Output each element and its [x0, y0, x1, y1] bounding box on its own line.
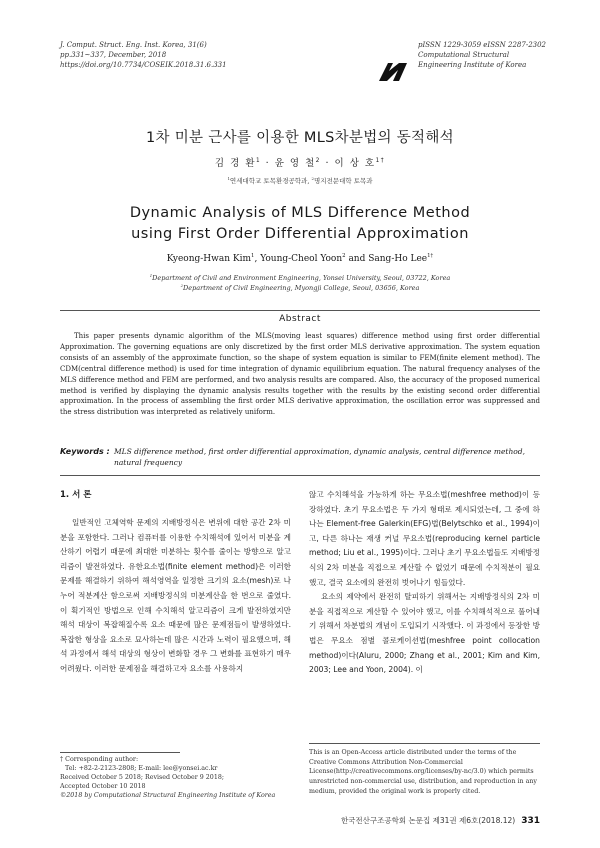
body-column-left — [60, 516, 291, 677]
doi-link[interactable]: https://doi.org/10.7734/COSEIK.2018.31.6.331 — [60, 61, 227, 69]
affiliation-line: 연세대학교 토목환경공학과, — [229, 177, 310, 185]
author-sup: 1† — [375, 157, 386, 164]
author-name: Young-Cheol Yoon — [260, 254, 343, 264]
keywords-text: MLS difference method, first order differential approximation, dynamic analysis, central difference method, natural frequency — [114, 447, 525, 467]
affiliation-line: Department of Civil and Environment Engineering, Yonsei University, Seoul, 03722, Korea — [152, 274, 451, 282]
author-name: Sang-Ho Lee — [368, 254, 428, 264]
authors-korean: 김 경 환$^1$ · 윤 영 철$^2$ · 이 상 호$^{1\dagger}$ — [214, 157, 386, 169]
section-heading: 1. 서 론 — [60, 490, 92, 500]
page-number: 331 — [521, 816, 540, 826]
footnote-line: † Corresponding author: — [60, 756, 139, 763]
footnote-line: ©2018 by Computational Structural Engineering Institute of Korea — [60, 792, 276, 800]
divider — [309, 743, 540, 744]
body-column-right — [309, 488, 540, 678]
title-english — [0, 203, 600, 245]
affiliation-english: $^1$Department of Civil and Environment Engineering, Yonsei University, Seoul, 03722, Korea $^2$Department of Civil Engineering, Myongji College, Seoul, 03656, Korea — [149, 272, 451, 292]
author-name: Kyeong-Hwan Kim — [166, 254, 252, 264]
page-footer — [0, 815, 540, 826]
corresponding-author-note — [60, 755, 291, 800]
title-line: using First Order Differential Approximation — [131, 226, 469, 242]
authors-english: Kyeong-Hwan Kim$^1$, Young-Cheol Yoon$^2$ and Sang-Ho Lee$^{1\dagger}$ — [166, 253, 434, 264]
paragraph: 않고 수치해석을 가능하게 하는 무요소법(meshfree method)이 등장하였다. 초기 무요소법은 두 가지 형태로 제시되었는데, 그 중에 하나는 Element-free Galerkin(EFG)법(Belytschko et al., 1994)이고, 다른 하나는 재생 커널 무요소법(reproducing kernel particle method; Liu et al., 1995)이다. 그러나 초기 무요소법들도 지배방정식의 2차 미분을 직접으로 계산할 수 없었기 때문에 수치적분이 필요했고, 결국 요소에의 완전히 벗어나기 힘들었다. — [309, 490, 540, 587]
issn-line: pISSN 1229-3059 eISSN 2287-2302 — [418, 41, 547, 49]
divider — [60, 310, 540, 311]
paragraph: 요소의 제약에서 완전히 탈피하기 위해서는 지배방정식의 2차 미분을 직접적으로 계산할 수 있어야 했고, 이를 수치해석적으로 풀어내기 위해서 차분법의 개념이 도입되기 시작했다. 이 과정에서 등장한 방법은 무요소 점별 콜로케이션법(meshfree point collocation method)이다(Aluru, 2000; Zhang et al., 2001; Kim and Kim, 2003; Lee and Yoon, 2004). 이 — [309, 592, 540, 675]
footer-journal: 한국전산구조공학회 논문집 제31권 제6호(2018.12) — [340, 816, 516, 825]
author-sup: 1 — [256, 157, 262, 164]
divider — [60, 752, 180, 753]
author-name: 윤 영 철 — [274, 158, 316, 169]
journal-logo-icon — [377, 61, 409, 83]
publisher-line: Computational Structural — [418, 51, 510, 59]
title-korean: 1차 미분 근사를 이용한 MLS차분법의 동적해석 — [146, 130, 454, 146]
affiliation-line: 명지전문대학 토목과 — [313, 177, 373, 185]
journal-citation — [60, 40, 290, 70]
author-sup: 2 — [315, 157, 321, 164]
citation-line: J. Comput. Struct. Eng. Inst. Korea, 31(6) — [60, 41, 207, 49]
affiliation-line: Department of Civil Engineering, Myongji College, Seoul, 03656, Korea — [183, 284, 420, 292]
title-line: Dynamic Analysis of MLS Difference Method — [129, 205, 471, 221]
citation-line: pp.331~337, December, 2018 — [60, 51, 167, 59]
footnote-line: Tel: +82-2-2123-2808; E-mail: lee@yonsei.ac.kr — [65, 765, 218, 773]
keywords-label: Keywords : — [60, 447, 110, 456]
abstract-text: This paper presents dynamic algorithm of the MLS(moving least squares) difference method using first order differential Approximation. The governing equations are only discretized by the first order MLS derivative approximation. The system equation consists of an assembly of the approximate function, so the shape of system equation is similar to FEM(finite element method). The CDM(central difference method) is used for time integration of dynamic equilibrium equation. The natural frequency analyses of the MLS difference method and FEM are performed, and two analysis results are compared. Also, the accuracy of the proposed numerical method is verified by displaying the dynamic analysis results together with the results by the existing second order differential approximation. In the process of assembling the first order MLS derivative approximation, the oscillation error was suppressed and the stress distribution was interpreted as relatively uniform. — [60, 332, 540, 417]
publisher-line: Engineering Institute of Korea — [418, 61, 527, 69]
footnote-line: Accepted October 10 2018 — [60, 783, 146, 791]
paragraph: 일반적인 고체역학 문제의 지배방정식은 변위에 대한 공간 2차 미분을 포함한다. 그러나 컴퓨터를 이용한 수치해석에 있어서 미분을 계산하기 어렵기 때문에 최대한 미분하는 횟수를 줄이는 방향으로 알고리즘이 발전하였다. 유한요소법(finite element method)은 이러한 문제를 해결하기 위하여 해석영역을 일정한 크기의 요소(mesh)로 나누어 적분계산 함으로써 지배방정식의 미분계산을 한 번으로 줄였다. 이 획기적인 방법으로 인해 수치해석 알고리즘이 크게 발전하였지만 해석 대상이 복잡해질수록 요소 때문에 많은 문제점들이 발생하였다. 복잡한 형상을 요소로 묘사하는데 많은 시간과 노력이 필요했으며, 해석 과정에서 해석 대상의 형상이 변화할 경우 그 변화를 표현하기 매우 어려웠다. 이러한 문제점을 해결하고자 요소를 사용하지 — [60, 518, 291, 673]
affiliation-korean: $^1$연세대학교 토목환경공학과, $^2$명지전문대학 토목과 — [227, 175, 373, 185]
author-name: 김 경 환 — [214, 158, 256, 169]
footnote-line: Received October 5 2018; Revised October 9 2018; — [60, 774, 224, 782]
abstract-heading: Abstract — [279, 314, 321, 324]
divider — [60, 475, 540, 476]
open-access-note: This is an Open-Access article distributed under the terms of the Creative Commons Attribution Non-Commercial License(http://creativecommons.org/licenses/by-nc/3.0) which permits unrestricted non-commercial use, distribution, and reproduction in any medium, provided the original work is properly cited. — [309, 749, 537, 795]
author-name: 이 상 호 — [334, 158, 376, 169]
journal-issn — [418, 40, 578, 70]
